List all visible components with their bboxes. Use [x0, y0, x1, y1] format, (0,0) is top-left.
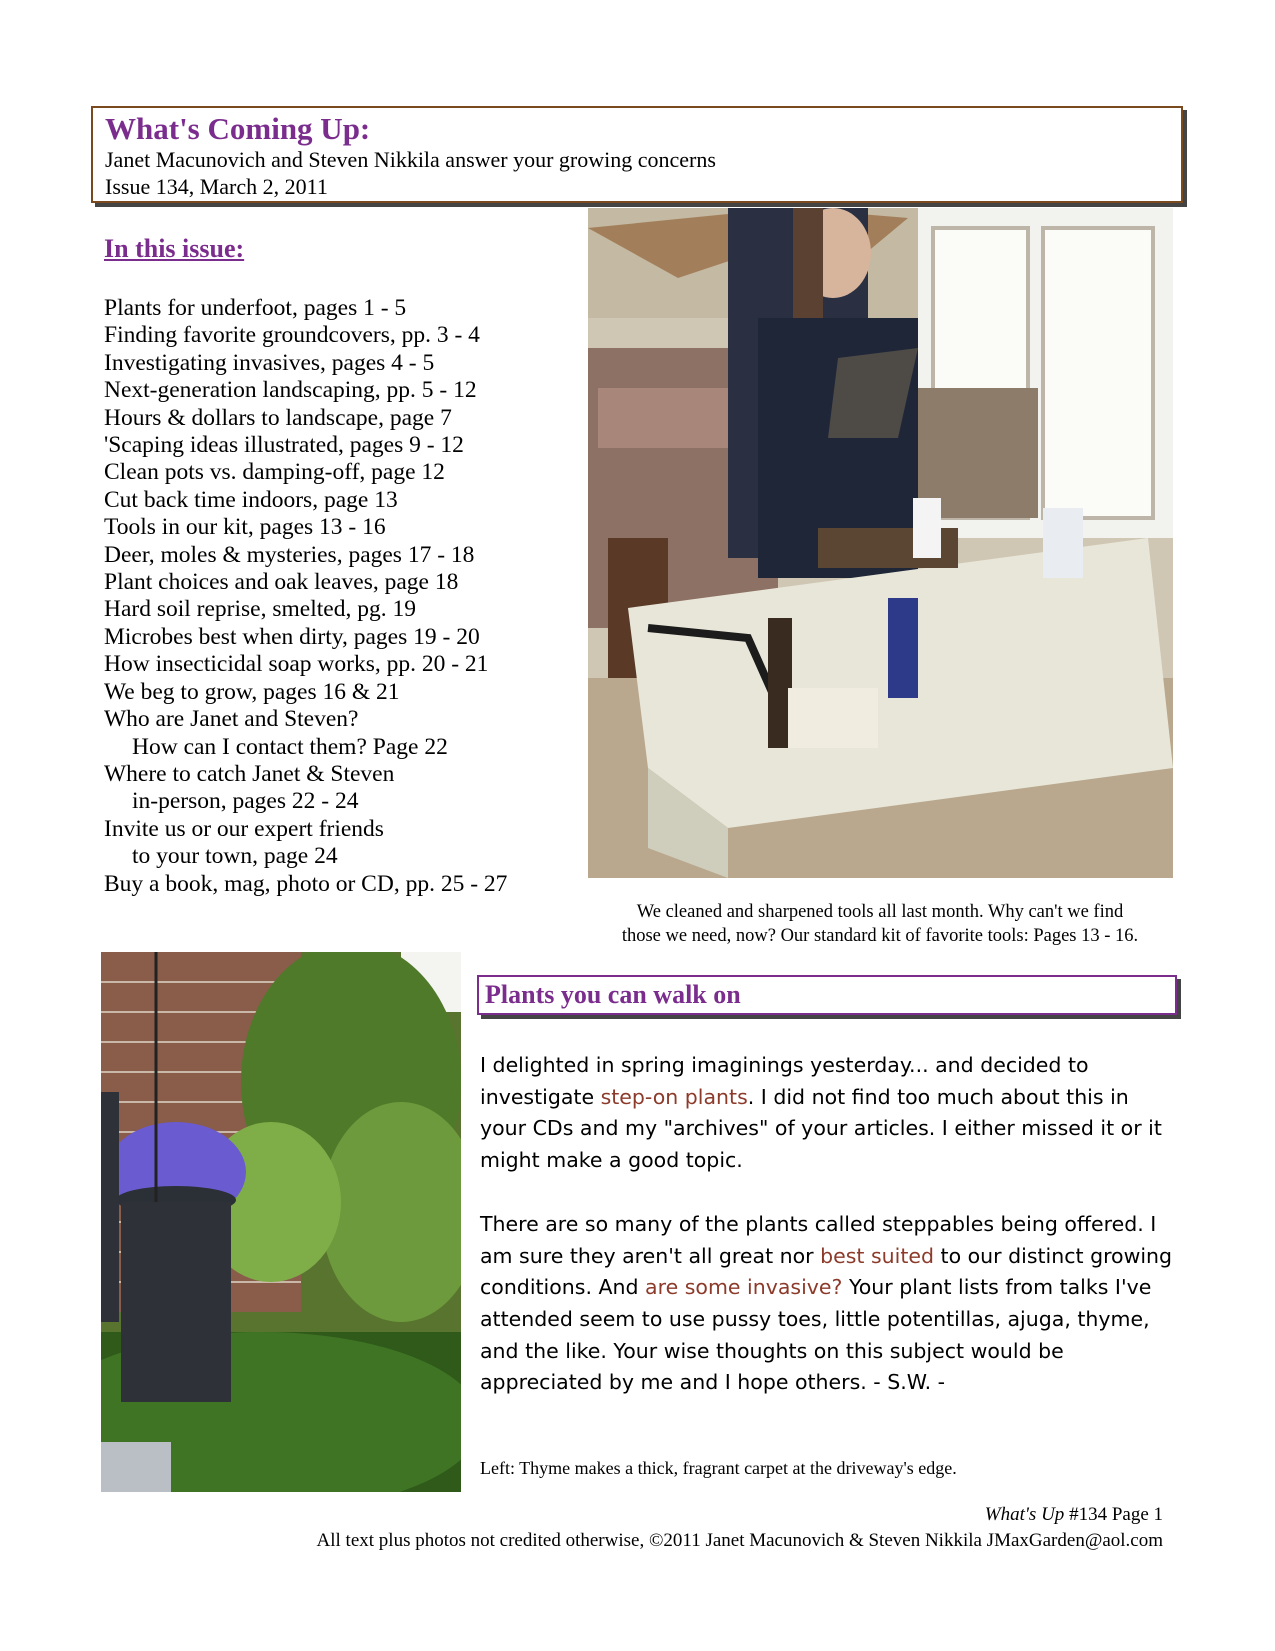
toc-item: Next-generation landscaping, pp. 5 - 12	[104, 377, 477, 404]
toc-item: Clean pots vs. damping-off, page 12	[104, 459, 445, 486]
tools-photo-caption	[585, 900, 1175, 948]
step-on-plants-link[interactable]: step-on plants	[600, 1084, 748, 1109]
toc-item: How insecticidal soap works, pp. 20 - 21	[104, 651, 489, 678]
tools-caption-line-1: We cleaned and sharpened tools all last month. Why can't we find	[636, 902, 1124, 922]
letter-text: There are so many of the plants called steppables being offered. I am sure they aren't all great nor	[480, 1211, 1157, 1268]
letter-text: Your plant lists from talks I've attended seem to use pussy toes, little potentillas, ajuga, thyme, and the like. Your wise thoughts on this subject would be appreciated by me and I hope others. - S.W. -	[480, 1275, 1152, 1395]
thyme-photo-art	[101, 952, 461, 1492]
letter-paragraph-1	[480, 1050, 1180, 1177]
thyme-photo	[101, 952, 461, 1492]
toc-item: to your town, page 24	[132, 843, 338, 870]
invasive-link[interactable]: are some invasive?	[645, 1275, 843, 1300]
toc-item: Buy a book, mag, photo or CD, pp. 25 - 27	[104, 870, 508, 897]
tools-caption-line-2: those we need, now? Our standard kit of favorite tools: Pages 13 - 16.	[621, 926, 1139, 946]
toc-item: Hard soil reprise, smelted, pg. 19	[104, 596, 416, 623]
toc-item: Plants for underfoot, pages 1 - 5	[104, 295, 407, 321]
letter-text: to our distinct growing conditions. And	[480, 1243, 1173, 1300]
toc-item: We beg to grow, pages 16 & 21	[104, 678, 400, 705]
section-heading-box	[477, 975, 1177, 1015]
toc-item: Investigating invasives, pages 4 - 5	[104, 349, 435, 376]
page-number: #134 Page 1	[1064, 1504, 1163, 1525]
toc-item: 'Scaping ideas illustrated, pages 9 - 12	[104, 432, 464, 459]
newsletter-title: What's Coming Up:	[105, 111, 371, 146]
letter-text: . I did not find too much about this in your CDs and my "archives" of your articles. I either missed it or it might make a good topic.	[480, 1084, 1162, 1173]
toc-item: How can I contact them? Page 22	[132, 733, 448, 760]
toc-item: in-person, pages 22 - 24	[132, 788, 359, 815]
section-title: Plants you can walk on	[485, 980, 741, 1009]
publication-name: What's Up	[984, 1504, 1065, 1525]
toc-heading: In this issue:	[104, 234, 245, 263]
newsletter-header	[91, 106, 1183, 203]
toc-item: Where to catch Janet & Steven	[104, 760, 395, 787]
tools-photo	[588, 208, 1173, 878]
table-of-contents	[104, 295, 574, 898]
toc-item: Cut back time indoors, page 13	[104, 486, 398, 513]
toc-item: Hours & dollars to landscape, page 7	[104, 404, 452, 431]
page-footer-issue	[985, 1504, 1163, 1526]
toc-item: Deer, moles & mysteries, pages 17 - 18	[104, 541, 475, 568]
reader-letter	[480, 1050, 1180, 1431]
toc-item: Plant choices and oak leaves, page 18	[104, 569, 459, 596]
toc-item: Finding favorite groundcovers, pp. 3 - 4	[104, 322, 480, 349]
letter-paragraph-2	[480, 1209, 1180, 1399]
letter-text: I delighted in spring imaginings yesterday... and decided to investigate	[480, 1053, 1089, 1109]
toc-item: Who are Janet and Steven?	[104, 706, 359, 733]
toc-item: Invite us or our expert friends	[104, 815, 384, 842]
best-suited-link[interactable]: best suited	[820, 1243, 935, 1268]
toc-item: Tools in our kit, pages 13 - 16	[104, 514, 386, 541]
toc-item: Microbes best when dirty, pages 19 - 20	[104, 623, 480, 650]
copyright-footer: All text plus photos not credited otherwise, ©2011 Janet Macunovich & Steven Nikkila JMaxGarden@aol.com	[316, 1530, 1163, 1551]
issue-info: Issue 134, March 2, 2011	[105, 174, 328, 199]
tools-photo-art	[588, 208, 1173, 878]
thyme-photo-caption: Left: Thyme makes a thick, fragrant carpet at the driveway's edge.	[480, 1458, 957, 1478]
newsletter-subtitle: Janet Macunovich and Steven Nikkila answer your growing concerns	[105, 147, 716, 172]
